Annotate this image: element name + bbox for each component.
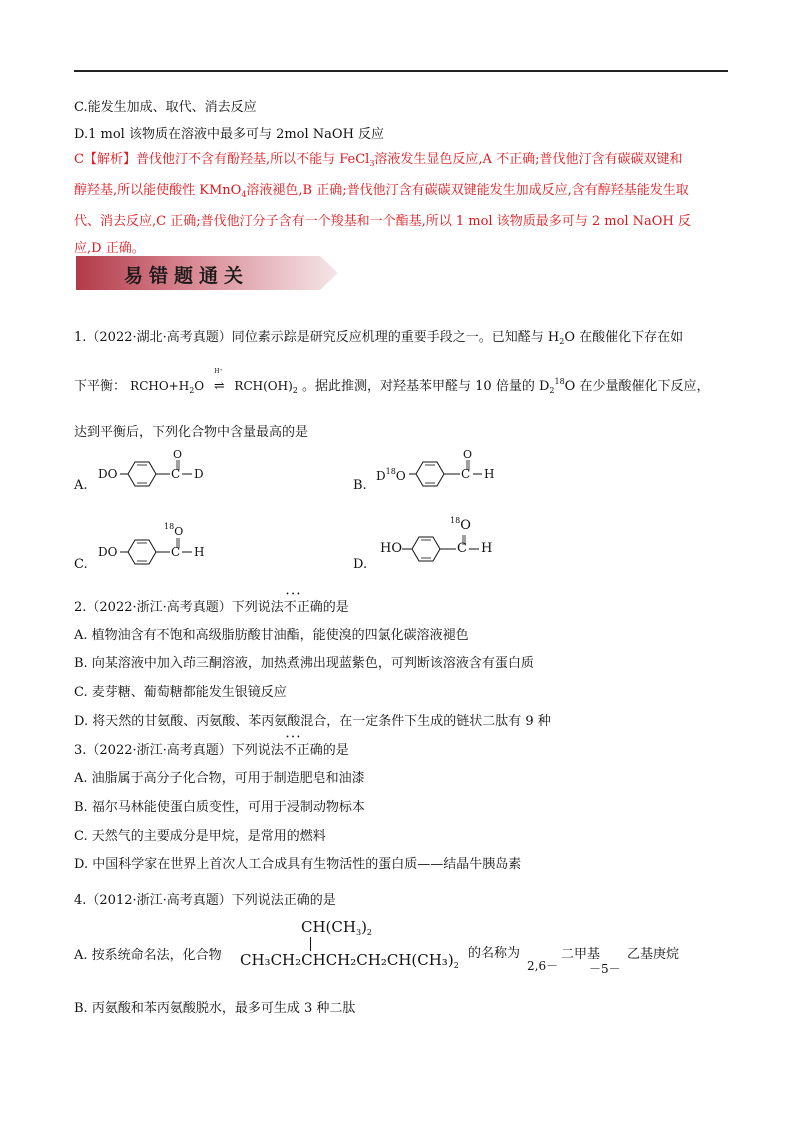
eq-right-text: RCH(OH) bbox=[234, 379, 293, 393]
substituent-left: HO bbox=[380, 541, 402, 556]
carbonyl-oxygen: O bbox=[173, 448, 183, 461]
q2-option-d[interactable]: D. 将天然的甘氨酸、丙氨酸、苯丙氨酸混合，在一定条件下生成的链状二肽有 9 种 bbox=[74, 714, 551, 729]
superscript: 18 bbox=[450, 516, 461, 525]
subscript: 2 bbox=[189, 386, 195, 395]
oxygen: O bbox=[174, 525, 184, 538]
subscript: 4 bbox=[241, 190, 247, 199]
superscript: 18 bbox=[554, 377, 565, 386]
subscript: 2 bbox=[366, 928, 373, 937]
carbonyl-oxygen bbox=[164, 522, 183, 538]
analysis-line-2 bbox=[74, 177, 728, 208]
analysis-tag: C【解析】 bbox=[74, 152, 136, 167]
formula-text: CH(CH bbox=[301, 918, 356, 936]
substituent-left: DO bbox=[98, 545, 118, 559]
carbon-atom: C bbox=[457, 541, 467, 556]
q3-text: 3.（2022·浙江·高考真题）下列说法 bbox=[74, 743, 284, 758]
header-rule bbox=[74, 70, 728, 72]
subscript: 3 bbox=[369, 159, 375, 168]
banner-title: 易错题通关 bbox=[124, 265, 250, 287]
carbon-atom: C bbox=[461, 467, 471, 481]
q1-option-b-label[interactable]: B. bbox=[353, 478, 367, 493]
subscript: 2 bbox=[292, 386, 298, 395]
equilibrium-arrow bbox=[208, 368, 230, 394]
q1-option-a-label[interactable]: A. bbox=[74, 478, 88, 493]
arrow-glyph: ⇌ bbox=[213, 379, 225, 394]
q4-option-a-prefix[interactable]: A. 按系统命名法，化合物 bbox=[74, 948, 222, 963]
eq-right bbox=[234, 379, 297, 393]
formula-text: ) bbox=[361, 918, 367, 936]
q2-stem bbox=[74, 596, 349, 615]
q1-option-d-label[interactable]: D. bbox=[353, 557, 368, 572]
carbon-atom: C bbox=[171, 545, 181, 559]
formula-text: CH₃CH₂CHCH₂CH₂CH(CH₃) bbox=[240, 951, 454, 969]
subscript: 2 bbox=[549, 386, 555, 395]
q1-stem-line1 bbox=[74, 326, 683, 346]
q4-stem: 4.（2012·浙江·高考真题）下列说法正确的是 bbox=[74, 893, 336, 908]
q2-option-a[interactable]: A. 植物油含有不饱和高级脂肪酸甘油酯，能使溴的四氯化碳溶液褪色 bbox=[74, 628, 469, 643]
subscript: 2 bbox=[453, 961, 459, 970]
oxygen: O bbox=[460, 518, 471, 533]
subscript: 3 bbox=[355, 928, 362, 937]
molecule-a bbox=[98, 448, 218, 492]
section-banner bbox=[76, 256, 338, 290]
analysis-line-1 bbox=[74, 146, 728, 177]
substituent-left: DO bbox=[98, 467, 118, 481]
q3-option-d[interactable]: D. 中国科学家在世界上首次人工合成具有生物活性的蛋白质——结晶牛胰岛素 bbox=[74, 857, 522, 872]
analysis-text: 醇羟基,所以能使酸性 KMnO bbox=[74, 183, 242, 198]
substituent-right: H bbox=[194, 545, 205, 559]
q1-text: 。据此推测，对羟基苯甲醛与 10 倍量的 D bbox=[302, 379, 550, 394]
q3-option-c[interactable]: C. 天然气的主要成分是甲烷，是常用的燃料 bbox=[74, 829, 326, 844]
name-part-locant: 2,6－ bbox=[527, 959, 559, 973]
formula-main-chain bbox=[240, 951, 459, 970]
q1-option-c-label[interactable]: C. bbox=[74, 557, 88, 572]
q1-eq-prefix: 下平衡： bbox=[74, 379, 127, 394]
name-part-dimethyl: 二甲基 bbox=[561, 947, 601, 962]
name-part-ethylheptane: 乙基庚烷 bbox=[627, 947, 680, 962]
analysis-text: 溶液发生显色反应,A 不正确;普伐他汀含有碳碳双键和 bbox=[374, 152, 683, 167]
q1-equation-line bbox=[74, 368, 710, 395]
q4-option-a-suffix: 的名称为 bbox=[468, 946, 521, 961]
formula-branch bbox=[301, 918, 372, 937]
q1-text: O 在少量酸催化下反应， bbox=[564, 379, 710, 394]
carbonyl-oxygen: O bbox=[463, 448, 473, 461]
emphasis-text: 不正确 • • • bbox=[284, 600, 323, 615]
superscript: 18 bbox=[164, 522, 175, 531]
q1-text: 1.（2022·湖北·高考真题）同位素示踪是研究反应机理的重要手段之一。已知醛与 H bbox=[74, 330, 560, 345]
q3-option-b[interactable]: B. 福尔马林能使蛋白质变性，可用于浸制动物标本 bbox=[74, 800, 365, 815]
eq-left-text: RCHO+H bbox=[130, 379, 190, 393]
subscript: 2 bbox=[559, 337, 565, 346]
eq-left bbox=[130, 379, 204, 393]
name-part-locant-5: －5－ bbox=[589, 962, 621, 976]
carbon-atom: C bbox=[171, 467, 181, 481]
q3-text: 的是 bbox=[322, 743, 349, 758]
structural-formula bbox=[240, 918, 465, 972]
q1-text: O 在酸催化下存在如 bbox=[564, 330, 684, 345]
analysis-line-3: 代、消去反应,C 正确;普伐他汀分子含有一个羧基和一个酯基,所以 1 mol 该物质最多可与 2 mol NaOH 反 bbox=[74, 214, 691, 229]
substituent-right: D bbox=[194, 467, 204, 481]
analysis-text: 溶液褪色,B 正确;普伐他汀含有碳碳双键能发生加成反应,含有醇羟基能发生取 bbox=[246, 183, 689, 198]
q2-option-c[interactable]: C. 麦芽糖、葡萄糖都能发生银镜反应 bbox=[74, 685, 287, 700]
oxygen: O bbox=[395, 469, 406, 483]
q3-stem bbox=[74, 739, 349, 758]
molecule-c bbox=[98, 522, 218, 568]
q2-option-b[interactable]: B. 向某溶液中加入茚三酮溶液，加热煮沸出现蓝紫色，可判断该溶液含有蛋白质 bbox=[74, 656, 534, 671]
q2-text: 2.（2022·浙江·高考真题）下列说法 bbox=[74, 600, 284, 615]
option-d-previous: D.1 mol 该物质在溶液中最多可与 2mol NaOH 反应 bbox=[74, 127, 385, 142]
eq-left-o: O bbox=[194, 379, 205, 393]
analysis-line-4: 应,D 正确。 bbox=[74, 241, 145, 256]
formula-bond bbox=[310, 937, 311, 951]
q1-stem-line3: 达到平衡后，下列化合物中含量最高的是 bbox=[74, 425, 309, 440]
q2-text: 的是 bbox=[322, 600, 349, 615]
superscript: 18 bbox=[385, 467, 396, 476]
molecule-b bbox=[376, 448, 506, 492]
analysis-text: 普伐他汀不含有酚羟基,所以不能与 FeCl bbox=[135, 152, 370, 167]
option-c-previous: C.能发生加成、取代、消去反应 bbox=[74, 100, 257, 115]
q3-option-a[interactable]: A. 油脂属于高分子化合物，可用于制造肥皂和油漆 bbox=[74, 771, 365, 786]
deuterium: D bbox=[376, 469, 386, 483]
emphasis-text: 不正确 • • • bbox=[284, 743, 323, 758]
arrow-label: H⁺ bbox=[214, 368, 223, 375]
q4-option-b[interactable]: B. 丙氨酸和苯丙氨酸脱水，最多可生成 3 种二肽 bbox=[74, 1001, 356, 1016]
substituent-right: H bbox=[481, 541, 493, 556]
analysis-block bbox=[74, 146, 728, 262]
substituent-left bbox=[376, 467, 406, 483]
molecule-d bbox=[380, 516, 500, 566]
substituent-right: H bbox=[484, 467, 495, 481]
carbonyl-oxygen bbox=[450, 516, 471, 533]
